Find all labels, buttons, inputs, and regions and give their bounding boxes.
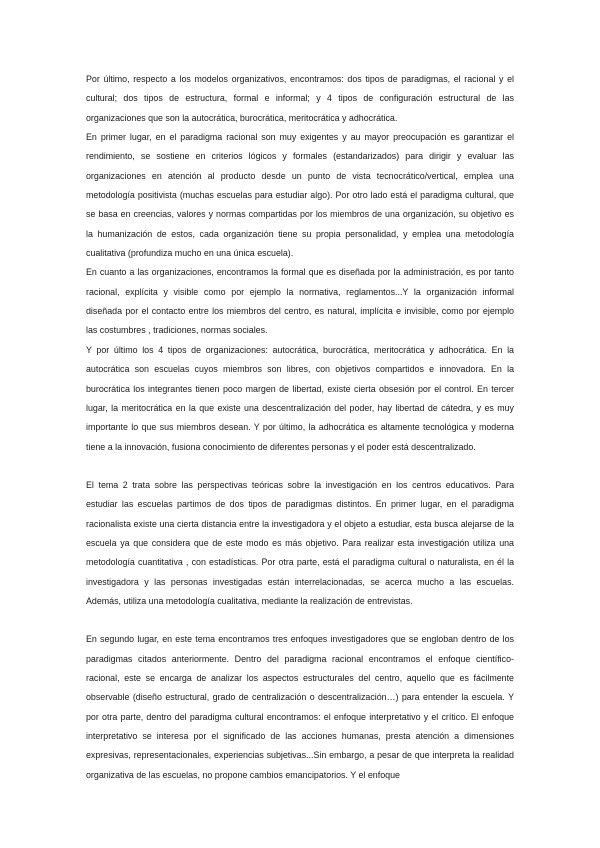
paragraph-organizational-models: Por último, respecto a los modelos organizativos, encontramos: dos tipos de paradigmas, el racional y el cultural; dos tipos de estructura, formal e informal; y 4 tipos de configuración estructural de las organizaciones que son la autocrática, burocrática, meritocrática y adhocrática.	[86, 74, 514, 123]
paragraph-four-organization-types: Y por último los 4 tipos de organizaciones: autocrática, burocrática, meritocrática y adhocrática. En la autocrática son escuelas cuyos miembros son libres, con objetivos compartidos e innovadora. En la burocrática los integrantes tienen poco margen de libertad, existe cierta obsesión por el control. En tercer lugar, la meritocrática en la que existe una descentralización del poder, hay libertad de cátedra, y es muy importante lo que sus miembros desean. Y por último, la adhocrática es altamente tecnológica y moderna tiene a la innovación, fusiona conocimiento de diferentes personas y el poder está descentralizado.	[86, 344, 514, 452]
paragraph-theme-2: El tema 2 trata sobre las perspectivas teóricas sobre la investigación en los centros educativos. Para estudiar las escuelas partimos de dos tipos de paradigmas distintos. En primer lugar, en el paradigma racionalista existe una cierta distancia entre la investigadora y el objeto a estudiar, esta busca alejarse de la escuela ya que considera que de este modo es más objetivo. Para realizar esta investigación utiliza una metodología cuantitativa , con estadísticas. Por otra parte, está el paradigma cultural o naturalista, en él la investigadora y las personas investigadas están interrelacionadas, se acerca mucho a las escuelas. Además, utiliza una metodología cualitativa, mediante la realización de entrevistas.	[86, 479, 514, 606]
paragraph-rational-cultural-paradigm: En primer lugar, en el paradigma racional son muy exigentes y au mayor preocupación es garantizar el rendimiento, se sostiene en criterios lógicos y formales (estandarizados) para dirigir y evaluar las organizaciones en atención al producto desde un punto de vista tecnocrático/vertical, emplea una metodología positivista (muchas escuelas para estudiar algo). Por otro lado está el paradigma cultural, que se basa en creencias, valores y normas compartidas por los miembros de una organización, su objetivo es la humanización de estos, cada organización tiene su propia personalidad, y emplea una metodología cualitativa (profundiza mucho en una única escuela).	[86, 132, 514, 259]
paragraph-research-approaches: En segundo lugar, en este tema encontramos tres enfoques investigadores que se engloban dentro de los paradigmas citados anteriormente. Dentro del paradigma racional encontramos el enfoque científico-racional, este se encarga de analizar los aspectos estructurales del centro, aquello que es fácilmente observable (diseño estructural, grado de centralización o descentralización…) para entender la escuela. Y por otra parte, dentro del paradigma cultural encontramos: el enfoque interpretativo y el crítico. El enfoque interpretativo se interesa por el significado de las acciones humanas, presta atención a dimensiones expresivas, representacionales, experiencias subjetivas...Sin embargo, a pesar de que interpreta la realidad organizativa de las escuelas, no propone cambios emancipatorios. Y el enfoque	[86, 634, 514, 780]
paragraph-formal-informal-organization: En cuanto a las organizaciones, encontramos la formal que es diseñada por la administración, es por tanto racional, explícita y visible como por ejemplo la normativa, reglamentos...Y la organización informal diseñada por el contacto entre los miembros del centro, es natural, implícita e invisible, como por ejemplo las costumbres , tradiciones, normas sociales.	[86, 267, 514, 336]
